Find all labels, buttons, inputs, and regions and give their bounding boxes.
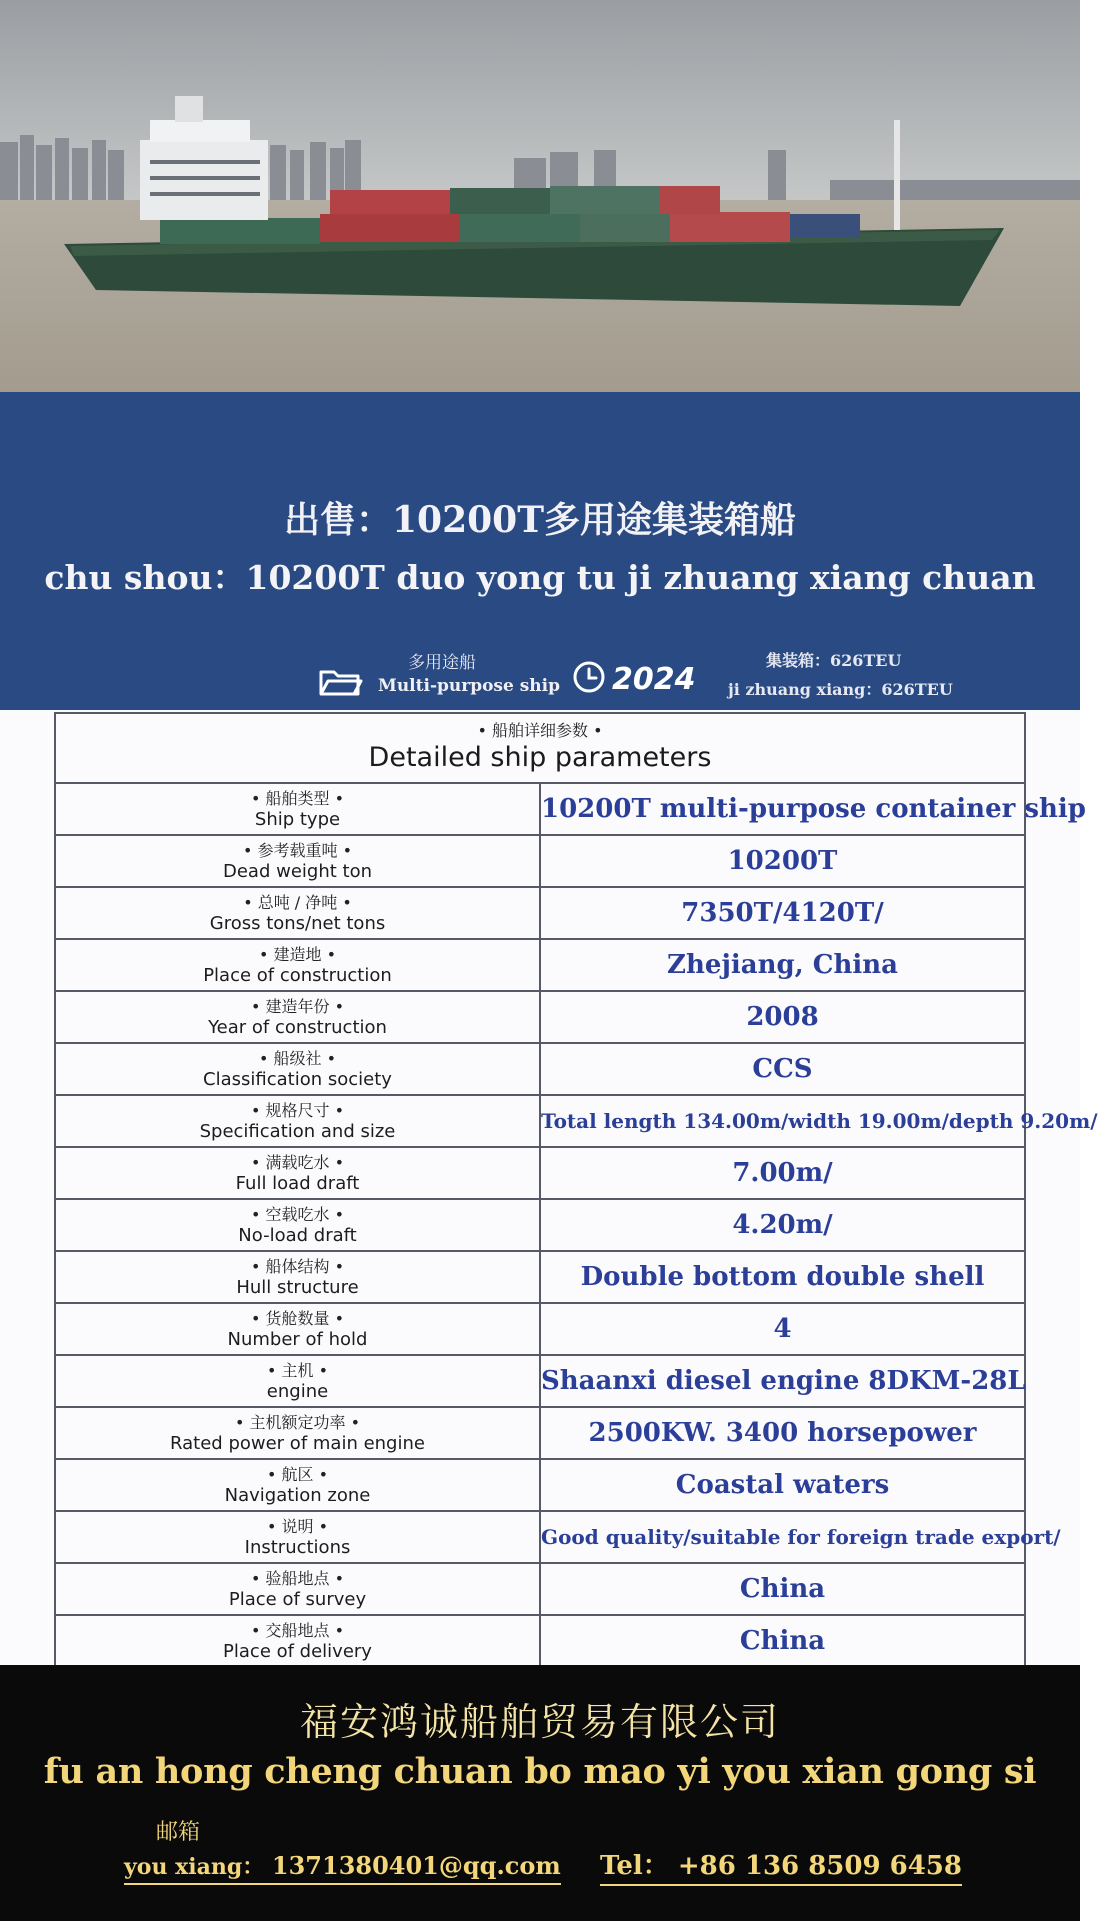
table-row <box>55 1095 1025 1147</box>
parameter-label <box>55 991 540 1043</box>
parameter-label <box>55 1563 540 1615</box>
caption-chinese: • 船舶详细参数 • <box>477 721 603 740</box>
year-label: 2024 <box>612 662 696 697</box>
parameter-label <box>55 1511 540 1563</box>
parameter-label-chinese: • 交船地点 • <box>250 1621 345 1640</box>
parameter-value: China <box>540 1563 1025 1615</box>
parameter-value: 2500KW. 3400 horsepower <box>540 1407 1025 1459</box>
ship-type-chinese: 多用途船 <box>408 653 476 673</box>
table-row <box>55 991 1025 1043</box>
parameter-value: 2008 <box>540 991 1025 1043</box>
parameter-label <box>55 939 540 991</box>
parameter-value: Good quality/suitable for foreign trade export/ <box>540 1511 1025 1563</box>
parameter-label <box>55 835 540 887</box>
parameter-label-chinese: • 空载吃水 • <box>250 1205 345 1224</box>
parameter-value: 4 <box>540 1303 1025 1355</box>
table-row <box>55 835 1025 887</box>
table-row <box>55 1407 1025 1459</box>
parameter-label-english: Place of delivery <box>223 1641 372 1662</box>
parameter-label <box>55 887 540 939</box>
title-chinese: 出售：10200T多用途集装箱船 <box>283 499 797 541</box>
parameters-panel <box>0 710 1098 1665</box>
parameter-label <box>55 1199 540 1251</box>
parameter-value: CCS <box>540 1043 1025 1095</box>
parameter-label-chinese: • 验船地点 • <box>250 1569 345 1588</box>
parameter-label-chinese: • 货舱数量 • <box>250 1309 345 1328</box>
parameter-label-english: Place of construction <box>203 965 392 986</box>
parameter-label <box>55 1459 540 1511</box>
ship-photo <box>0 0 1080 392</box>
phone-number[interactable]: +86 136 8509 6458 <box>677 1851 962 1881</box>
parameter-label-chinese: • 说明 • <box>266 1517 329 1536</box>
parameter-label-english: Rated power of main engine <box>170 1433 425 1454</box>
parameter-value: 7350T/4120T/ <box>540 887 1025 939</box>
table-caption <box>55 713 1025 783</box>
phone-label: Tel： <box>600 1851 669 1881</box>
phone-line <box>600 1845 962 1886</box>
parameter-value: Coastal waters <box>540 1459 1025 1511</box>
parameter-label <box>55 1251 540 1303</box>
parameter-label-chinese: • 规格尺寸 • <box>250 1101 345 1120</box>
table-row <box>55 1147 1025 1199</box>
parameter-label-chinese: • 满载吃水 • <box>250 1153 345 1172</box>
table-row <box>55 1199 1025 1251</box>
parameter-label-chinese: • 建造年份 • <box>250 997 345 1016</box>
title-band <box>0 392 1080 710</box>
table-row <box>55 1043 1025 1095</box>
parameter-value: China <box>540 1615 1025 1667</box>
folder-icon <box>318 668 362 698</box>
parameter-label-chinese: • 建造地 • <box>258 945 337 964</box>
parameter-label <box>55 1095 540 1147</box>
parameter-label-english: Dead weight ton <box>222 861 372 882</box>
parameter-value: 10200T multi-purpose container ship <box>540 783 1025 835</box>
parameter-label-chinese: • 主机 • <box>266 1361 329 1380</box>
table-row <box>55 1459 1025 1511</box>
parameter-label <box>55 1355 540 1407</box>
table-caption-row <box>55 713 1025 783</box>
parameter-label <box>55 1043 540 1095</box>
parameter-value: 7.00m/ <box>540 1147 1025 1199</box>
email-label: you xiang： <box>124 1854 265 1880</box>
table-row <box>55 887 1025 939</box>
parameter-label-chinese: • 航区 • <box>266 1465 329 1484</box>
ship-type-english: Multi-purpose ship <box>378 676 561 696</box>
email-address[interactable]: 1371380401@qq.com <box>271 1851 561 1880</box>
table-row <box>55 1355 1025 1407</box>
parameter-value: Double bottom double shell <box>540 1251 1025 1303</box>
parameter-value: Zhejiang, China <box>540 939 1025 991</box>
parameter-label <box>55 1407 540 1459</box>
parameter-label <box>55 1615 540 1667</box>
parameter-label-english: Classification society <box>203 1069 392 1090</box>
clock-icon <box>572 660 606 694</box>
parameter-label <box>55 1147 540 1199</box>
company-footer <box>0 1665 1080 1921</box>
parameter-label-chinese: • 船舶类型 • <box>250 789 345 808</box>
parameter-label <box>55 1303 540 1355</box>
parameter-value: Total length 134.00m/width 19.00m/depth 9.20m/ <box>540 1095 1025 1147</box>
table-row <box>55 783 1025 835</box>
table-row <box>55 1303 1025 1355</box>
teu-pinyin: ji zhuang xiang：626TEU <box>728 680 953 699</box>
table-row <box>55 1615 1025 1667</box>
table-row <box>55 1563 1025 1615</box>
parameter-label-english: Navigation zone <box>224 1485 371 1506</box>
email-label-chinese: 邮箱 <box>156 1820 201 1845</box>
parameter-label-english: No-load draft <box>238 1225 357 1246</box>
parameters-table <box>54 712 1098 1668</box>
company-name-chinese: 福安鸿诚船舶贸易有限公司 <box>299 1700 780 1744</box>
parameter-label-english: Instructions <box>244 1537 351 1558</box>
parameter-label-english: Gross tons/net tons <box>209 913 386 934</box>
parameter-value: 4.20m/ <box>540 1199 1025 1251</box>
table-row <box>55 1251 1025 1303</box>
parameter-label-chinese: • 主机额定功率 • <box>234 1413 361 1432</box>
caption-english: Detailed ship parameters <box>368 742 712 773</box>
parameter-label-english: Specification and size <box>199 1121 396 1142</box>
parameter-label-english: Hull structure <box>236 1277 359 1298</box>
parameter-label-english: Ship type <box>254 809 341 830</box>
parameter-label <box>55 783 540 835</box>
company-name-pinyin: fu an hong cheng chuan bo mao yi you xian gong si <box>43 1751 1037 1792</box>
parameter-label-chinese: • 船级社 • <box>258 1049 337 1068</box>
parameter-label-chinese: • 参考载重吨 • <box>242 841 353 860</box>
email-line <box>124 1850 561 1885</box>
parameter-label-english: Full load draft <box>235 1173 360 1194</box>
title-pinyin: chu shou：10200T duo yong tu ji zhuang xiang chuan <box>44 558 1036 597</box>
parameter-label-chinese: • 船体结构 • <box>250 1257 345 1276</box>
parameter-label-english: Year of construction <box>208 1017 387 1038</box>
parameter-label-english: Place of survey <box>228 1589 367 1610</box>
parameter-value: Shaanxi diesel engine 8DKM-28L <box>540 1355 1025 1407</box>
parameter-label-english: Number of hold <box>227 1329 368 1350</box>
teu-chinese: 集装箱：626TEU <box>766 651 902 670</box>
parameter-value: 10200T <box>540 835 1025 887</box>
table-row <box>55 1511 1025 1563</box>
table-row <box>55 939 1025 991</box>
parameter-label-chinese: • 总吨 / 净吨 • <box>243 893 352 912</box>
parameter-label-english: engine <box>266 1381 329 1402</box>
